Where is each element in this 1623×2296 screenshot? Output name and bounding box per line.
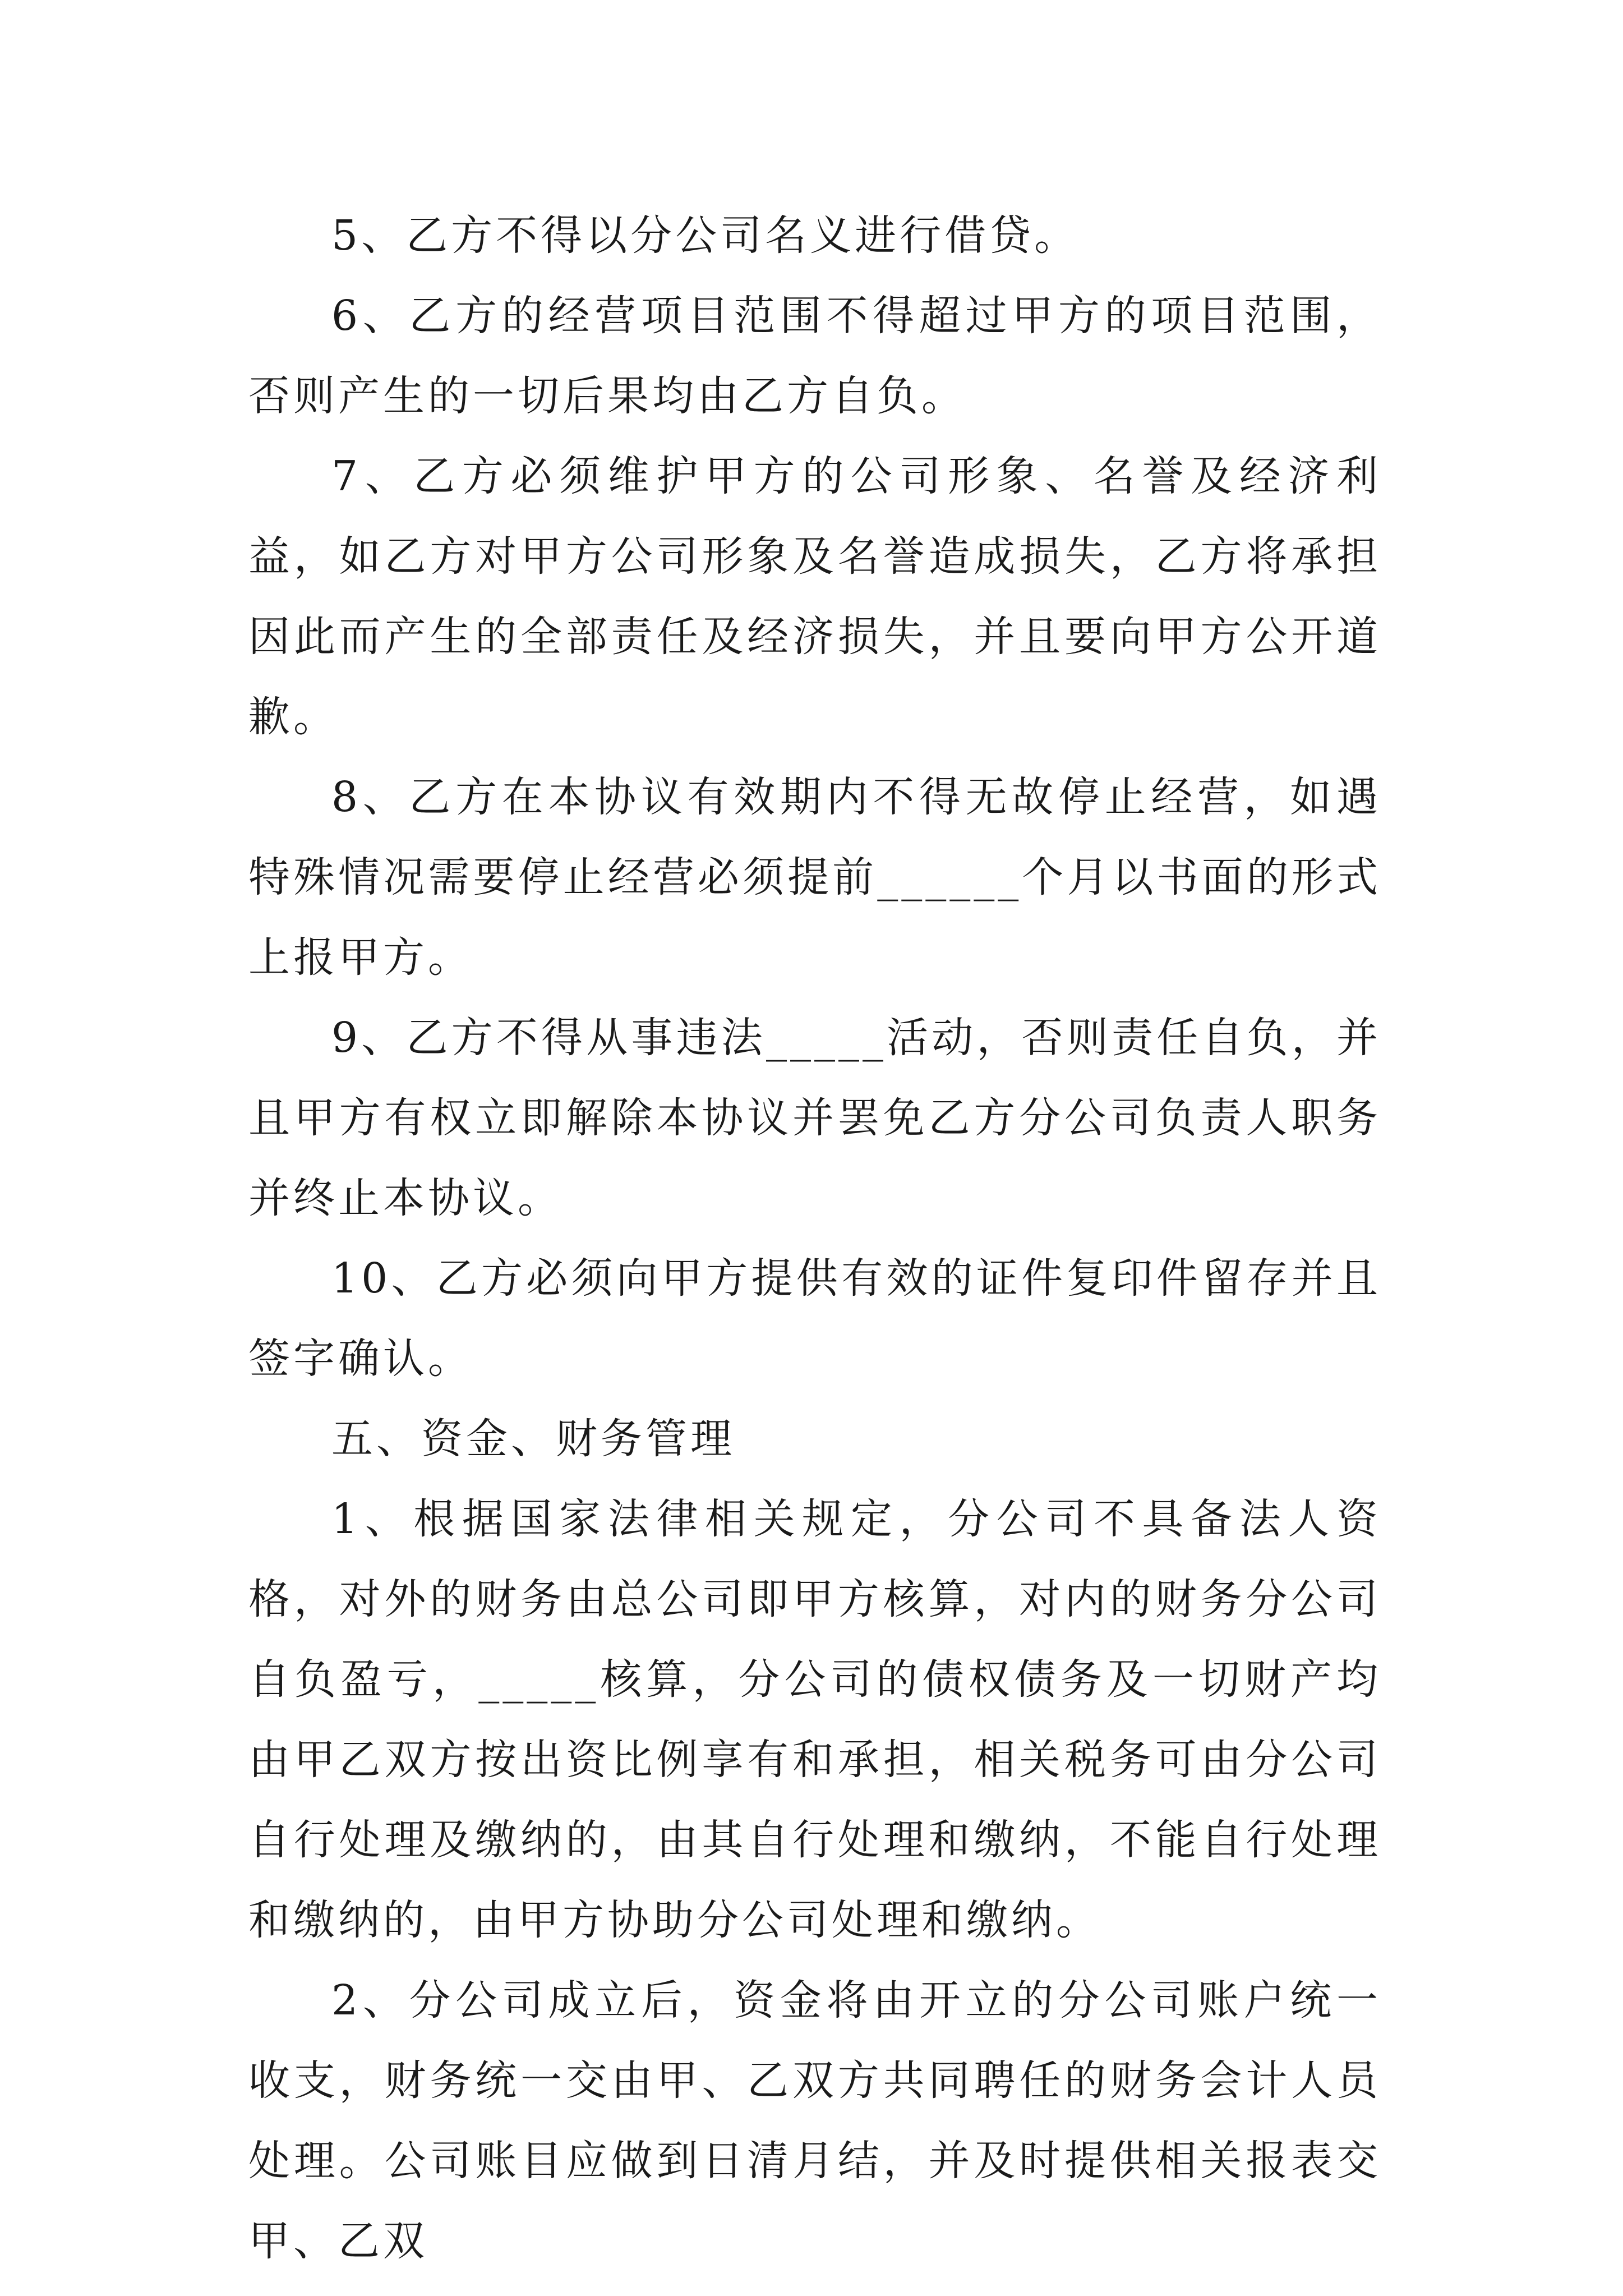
clause-8: 8、乙方在本协议有效期内不得无故停止经营，如遇特殊情况需要停止经营必须提前______个月以书面的形式上报甲方。 bbox=[248, 773, 1381, 982]
clause-7: 7、乙方必须维护甲方的公司形象、名誉及经济利益，如乙方对甲方公司形象及名誉造成损失，乙方将承担因此而产生的全部责任及经济损失，并且要向甲方公开道歉。 bbox=[248, 452, 1381, 741]
document-body bbox=[248, 196, 1381, 2281]
clause-5: 5、乙方不得以分公司名义进行借贷。 bbox=[331, 211, 1080, 260]
finance-clause-1: 1、根据国家法律相关规定，分公司不具备法人资格，对外的财务由总公司即甲方核算，对内的财务分公司自负盈亏，_____核算，分公司的债权债务及一切财产均由甲乙双方按出资比例享有和承担，相关税务可由分公司自行处理及缴纳的，由其自行处理和缴纳，不能自行处理和缴纳的，由甲方协助分公司处理和缴纳。 bbox=[248, 1495, 1381, 1944]
clause-10: 10、乙方必须向甲方提供有效的证件复印件留存并且签字确认。 bbox=[248, 1254, 1381, 1383]
clause-6: 6、乙方的经营项目范围不得超过甲方的项目范围，否则产生的一切后果均由乙方自负。 bbox=[248, 292, 1381, 420]
finance-clause-2: 2、分公司成立后，资金将由开立的分公司账户统一收支，财务统一交由甲、乙双方共同聘任的财务会计人员处理。公司账目应做到日清月结，并及时提供相关报表交甲、乙双 bbox=[248, 1976, 1381, 2265]
clause-9: 9、乙方不得从事违法_____活动，否则责任自负，并且甲方有权立即解除本协议并罢免乙方分公司负责人职务并终止本协议。 bbox=[248, 1014, 1381, 1222]
section-heading-finance: 五、资金、财务管理 bbox=[331, 1415, 735, 1463]
